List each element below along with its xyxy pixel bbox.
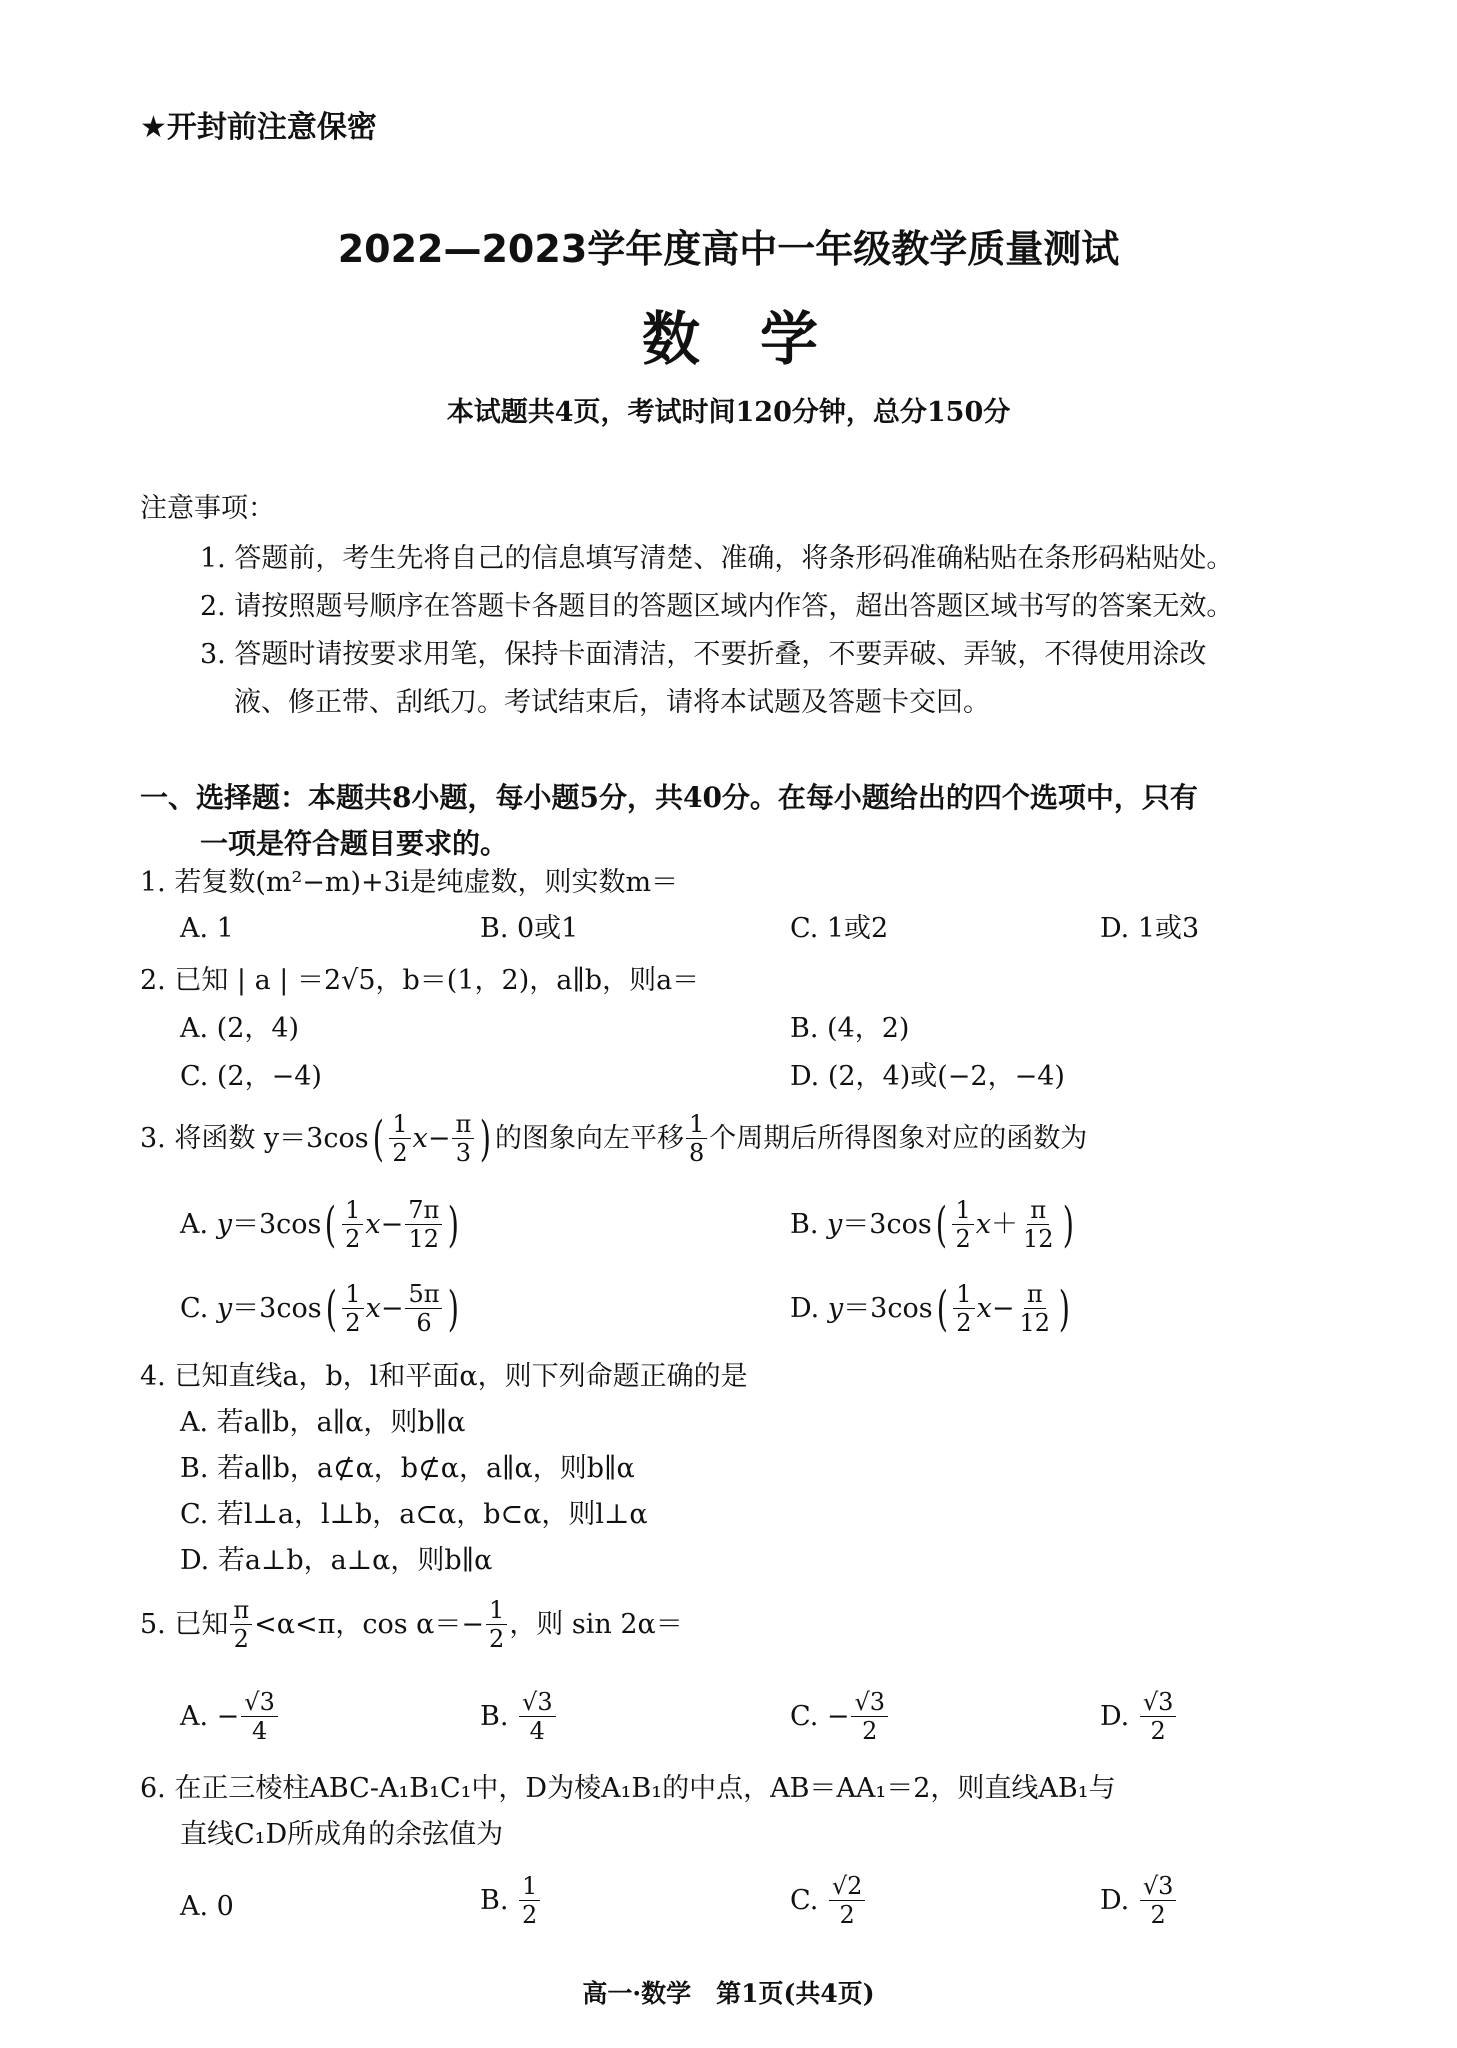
option: D. (2，4)或(−2，−4) xyxy=(790,1061,1065,1092)
notice-item: 1. 答题前，考生先将自己的信息填写清楚、准确，将条形码准确粘贴在条形码粘贴处。 xyxy=(200,543,1234,574)
option: C. $\frac{√2}{2}$ xyxy=(790,1874,867,1927)
notice-item: 液、修正带、刮纸刀。考试结束后，请将本试题及答题卡交回。 xyxy=(234,687,990,718)
option: B. (4，2) xyxy=(790,1013,910,1044)
question-5-stem: 5. 已知 $\frac{\pi}{2}$ <α<π，cos α＝− $\frac{1}{2}$ ，则 sin 2α＝ xyxy=(140,1596,683,1653)
option: A. 1 xyxy=(180,913,234,944)
notice-item: 3. 答题时请按要求用笔，保持卡面清洁，不要折叠，不要弄破、弄皱，不得使用涂改 xyxy=(200,639,1207,670)
question-6-line: 6. 在正三棱柱ABC-A₁B₁C₁中，D为棱A₁B₁的中点，AB＝AA₁＝2，则直线AB₁与 xyxy=(140,1773,1116,1804)
option: C. 若l⊥a，l⊥b，a⊂α，b⊂α，则l⊥α xyxy=(180,1499,648,1530)
question-4-stem: 4. 已知直线a，b，l和平面α，则下列命题正确的是 xyxy=(140,1361,748,1392)
option: B. $\frac{√3}{4}$ xyxy=(480,1690,558,1743)
exam-subtitle: 本试题共4页，考试时间120分钟，总分150分 xyxy=(446,397,1011,428)
question-6-line: 直线C₁D所成角的余弦值为 xyxy=(180,1819,504,1850)
question-2-stem: 2. 已知 | a | ＝2√5，b＝(1，2)，a∥b，则a＝ xyxy=(140,965,700,996)
option: A. y ＝3cos ( $\frac{1}{2}$ x − $\frac{7\pi}{12}$ ) xyxy=(180,1196,460,1253)
option: D. 若a⊥b，a⊥α，则b∥α xyxy=(180,1545,493,1576)
option: B. 若a∥b，a⊄α，b⊄α，a∥α，则b∥α xyxy=(180,1453,635,1484)
option: A. (2，4) xyxy=(180,1013,300,1044)
option: D. 1或3 xyxy=(1100,913,1200,944)
confidential-note: ★开封前注意保密 xyxy=(140,110,377,145)
option: D. $\frac{√3}{2}$ xyxy=(1100,1874,1178,1927)
question-3-stem: 3. 将函数 y＝3cos ( $\frac{1}{2}$ x − $\frac{\pi}{3}$ ) 的图象向左平移 $\frac{1}{8}$ 个周期后所得图象对应的函数为 xyxy=(140,1110,1088,1167)
section-heading: 一项是符合题目要求的。 xyxy=(200,827,509,860)
option: D. $\frac{√3}{2}$ xyxy=(1100,1690,1178,1743)
question-1-stem: 1. 若复数(m²−m)+3i是纯虚数，则实数m＝ xyxy=(140,867,679,898)
option: D. y ＝3cos ( $\frac{1}{2}$ x − $\frac{\pi}{12}$ ) xyxy=(790,1280,1070,1337)
notice-item: 2. 请按照题号顺序在答题卡各题目的答题区域内作答，超出答题区域书写的答案无效。 xyxy=(200,591,1234,622)
option: B. $\frac{1}{2}$ xyxy=(480,1874,542,1927)
option: C. (2，−4) xyxy=(180,1061,322,1092)
exam-title: 2022—2023学年度高中一年级教学质量测试 xyxy=(337,227,1120,271)
option: B. 0或1 xyxy=(480,913,579,944)
subject-title: 数学 xyxy=(641,305,878,373)
section-heading: 一、选择题：本题共8小题，每小题5分，共40分。在每小题给出的四个选项中，只有 xyxy=(140,781,1198,814)
option: C. − $\frac{√3}{2}$ xyxy=(790,1690,890,1743)
option: C. 1或2 xyxy=(790,913,889,944)
option: B. y ＝3cos ( $\frac{1}{2}$ x ＋ $\frac{\pi}{12}$ ) xyxy=(790,1196,1074,1253)
page-footer: 高一·数学 第1页(共4页) xyxy=(582,1979,875,2008)
option: A. − $\frac{√3}{4}$ xyxy=(180,1690,280,1743)
option: A. 若a∥b，a∥α，则b∥α xyxy=(180,1407,466,1438)
option: A. 0 xyxy=(180,1891,234,1922)
notice-heading: 注意事项： xyxy=(140,493,275,524)
option: C. y ＝3cos ( $\frac{1}{2}$ x − $\frac{5\pi}{6}$ ) xyxy=(180,1280,460,1337)
